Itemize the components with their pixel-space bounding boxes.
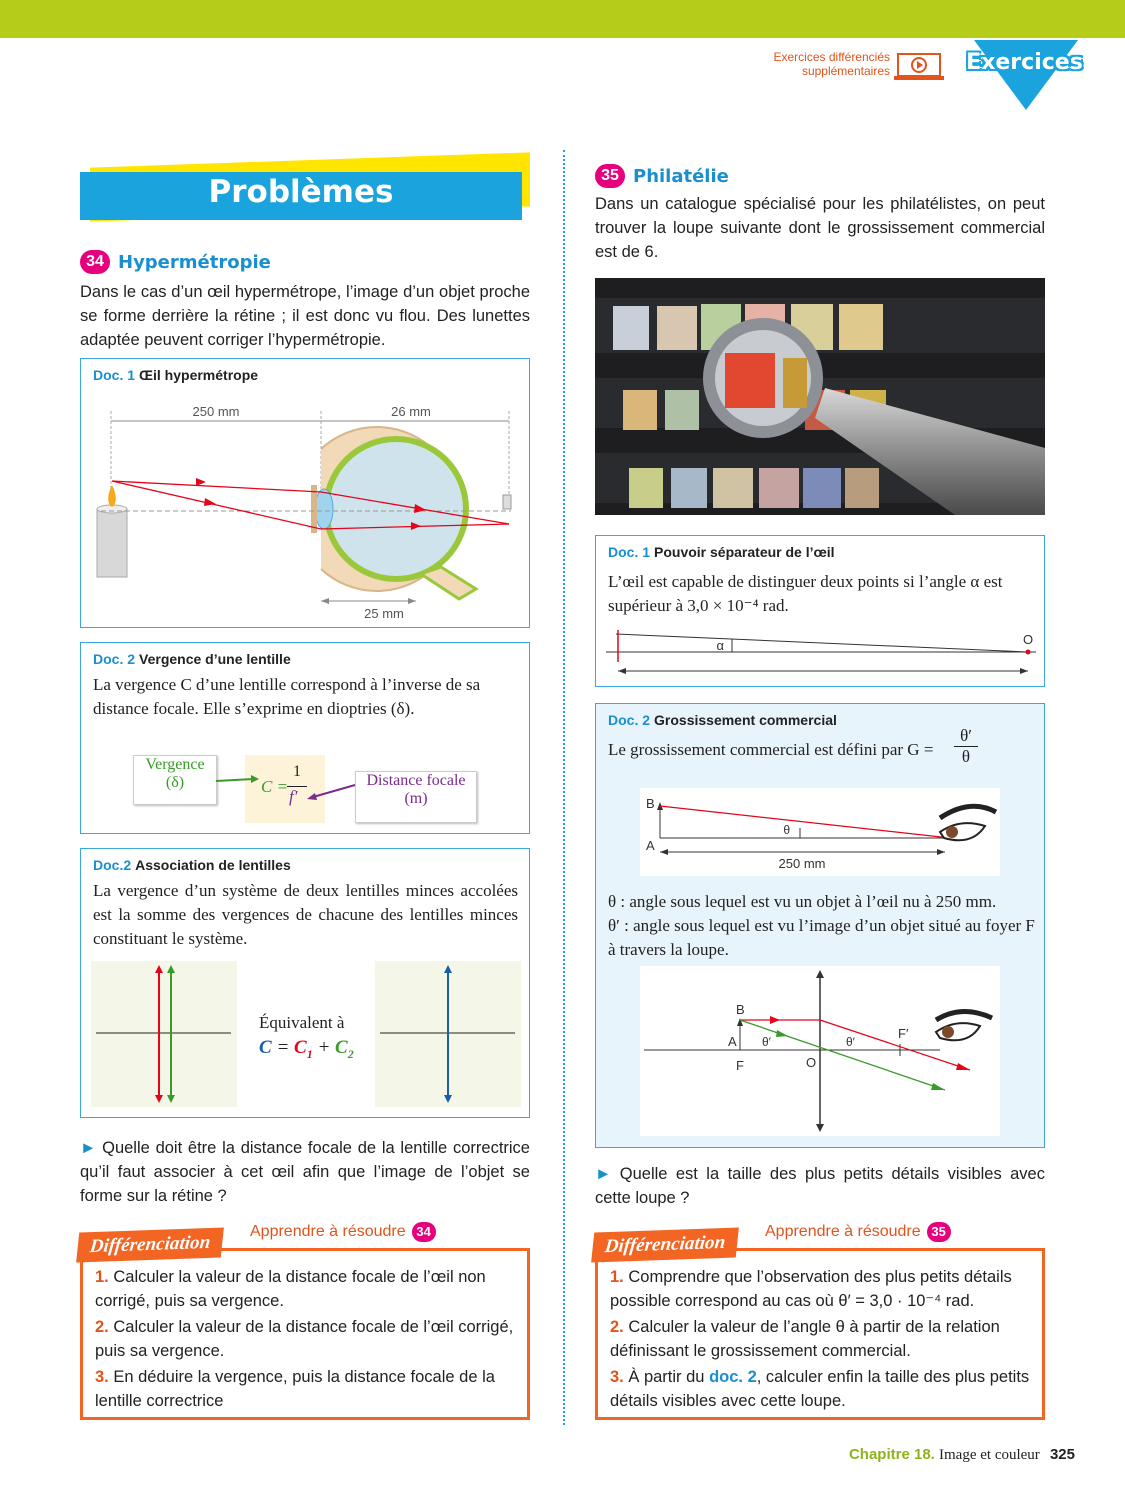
fig2-o: O — [806, 1055, 817, 1070]
magnifier-diagram — [640, 966, 1000, 1136]
formula-c1: C — [294, 1037, 307, 1058]
learn-number: 34 — [412, 1222, 436, 1242]
top-color-bar — [0, 0, 1125, 38]
differentiated-exercises-label[interactable]: Exercices différenciés supplémentaires — [773, 50, 890, 78]
ex34-step-1: 1. Calculer la valeur de la distance focale de l’œil non corrigé, puis sa vergence. — [95, 1268, 486, 1310]
ex34-intro: Dans le cas d’un œil hypermétrope, l’image d’un objet proche se forme derrière la rétine ; il est donc vu flou. Des lunettes adaptée peuvent corriger l’hypermétropie. — [80, 283, 530, 349]
ex34-diff-tag: Différenciation — [76, 1227, 224, 1262]
ex34-doc3-text: La vergence d’un système de deux lentilles minces accolées est la somme des vergences de chacune des lentilles minces constituant le système. — [93, 881, 518, 948]
fig1-b: B — [646, 796, 655, 811]
ex34-doc2-text: La vergence C d’une lentille correspond à l’inverse de sa distance focale. Elle s’exprime en dioptries (δ). — [93, 675, 481, 718]
question-marker-icon: ► — [80, 1139, 97, 1157]
ex35-number: 35 — [595, 164, 625, 188]
g-fraction — [954, 726, 978, 767]
angle-alpha-diagram — [596, 626, 1044, 684]
formula-sub1: 1 — [306, 1046, 313, 1061]
alpha-label: α — [716, 638, 724, 653]
ex34-question — [80, 1136, 530, 1208]
magnifier-stamps-photo — [595, 278, 1045, 515]
ex34-doc2 — [80, 642, 530, 834]
ex35-doc2-title — [608, 712, 837, 728]
ex35-heading — [595, 164, 729, 188]
ex35-doc1-title — [608, 544, 835, 560]
column-divider — [563, 150, 565, 1425]
two-lenses-diagram — [91, 961, 237, 1107]
fig2-tp2: θ′ — [846, 1035, 855, 1049]
ex35-doc2 — [595, 703, 1045, 1148]
doc-title-text: Vergence d’une lentille — [139, 651, 291, 667]
ex35-title: Philatélie — [633, 165, 729, 187]
ex34-doc1 — [80, 358, 530, 628]
association-formula — [259, 1037, 354, 1062]
ex35-learn-link[interactable] — [765, 1222, 951, 1242]
g-frac-num: θ′ — [960, 726, 972, 745]
banner-title: Problèmes — [208, 174, 394, 210]
ex34-question-text: Quelle doit être la distance focale de la lentille correctrice qu’il faut associer à cet œil afin que l’image de l’objet se forme sur la rétine ? — [80, 1139, 530, 1205]
point-o-label: O — [1022, 632, 1034, 647]
doc-title-text: Association de lentilles — [135, 857, 291, 873]
dim-26: 26 mm — [391, 404, 431, 419]
ex35-doc1 — [595, 535, 1045, 687]
focal-unit: (m) — [404, 790, 428, 807]
dim-250: 250 mm — [192, 404, 240, 419]
fig2-b: B — [736, 1002, 745, 1017]
equivalent-lens-diagram — [375, 961, 521, 1107]
doc-title-text: Grossissement commercial — [654, 712, 837, 728]
ex34-doc3-title — [93, 857, 291, 873]
page-number: 325 — [1049, 1446, 1075, 1463]
ex34-doc1-title — [93, 367, 258, 383]
doc-label: Doc. 1 — [608, 544, 651, 560]
formula-arrows — [81, 643, 529, 833]
ex34-number: 34 — [80, 250, 110, 274]
ex35-diff-box — [595, 1248, 1045, 1420]
fig2-f: F — [736, 1058, 744, 1073]
fig1-dist: 250 mm — [778, 856, 826, 871]
video-play-icon[interactable] — [894, 52, 944, 82]
ex34-diff-box — [80, 1248, 530, 1420]
ex35-intro: Dans un catalogue spécialisé pour les philatélistes, on peut trouver la loupe suivante dont le grossissement commercial est de 6. — [595, 195, 1045, 261]
fig2-fp: F′ — [898, 1026, 909, 1041]
doc-label: Doc. 1 — [93, 367, 136, 383]
focal-label: Distance focale — [366, 772, 466, 789]
vergence-unit: (δ) — [165, 774, 185, 791]
fig1-theta: θ — [783, 823, 790, 837]
ex34-doc3 — [80, 848, 530, 1118]
doc2-link[interactable]: doc. 2 — [709, 1368, 757, 1386]
fig1-a: A — [646, 838, 655, 853]
formula-num: 1 — [293, 763, 301, 780]
doc-label: Doc. 2 — [93, 651, 136, 667]
formula-c: C — [259, 1037, 272, 1058]
ex34-step-3: 3. En déduire la vergence, puis la distance focale de la lentille correctrice — [95, 1368, 495, 1410]
dim-25: 25 mm — [364, 606, 404, 621]
learn-label[interactable]: Apprendre à résoudre — [250, 1223, 406, 1240]
formula-c2: C — [335, 1037, 348, 1058]
page-footer — [800, 1446, 1075, 1464]
doc-label: Doc.2 — [93, 857, 132, 873]
ex35-step-3: 3. À partir du doc. 2, calculer enfin la taille des plus petits détails visibles avec cette loupe. — [610, 1368, 1030, 1410]
hyperopic-eye-diagram — [81, 389, 529, 625]
equiv-label: Équivalent à — [259, 1013, 345, 1032]
ex34-learn-link[interactable] — [250, 1222, 436, 1242]
vergence-label: Vergence — [145, 756, 205, 773]
learn-label[interactable]: Apprendre à résoudre — [765, 1223, 921, 1240]
doc-title-text: Pouvoir séparateur de l’œil — [654, 544, 835, 560]
ex35-step-1: 1. Comprendre que l’observation des plus petits détails possible correspond au cas où θ′ = 3,0 · 10⁻⁴ rad. — [610, 1268, 1012, 1310]
formula-sub2: 2 — [347, 1046, 354, 1061]
ex34-heading — [80, 250, 271, 274]
ex34-step-2: 2. Calculer la valeur de la distance focale de l’œil corrigé, puis sa vergence. — [95, 1318, 514, 1360]
formula-den: f′ — [289, 787, 298, 806]
ex35-question — [595, 1162, 1045, 1210]
naked-eye-diagram — [640, 788, 1000, 876]
formula-lhs: C = — [261, 777, 289, 796]
ex35-doc1-text: L’œil est capable de distinguer deux points si l’angle α est supérieur à 3,0 × 10⁻⁴ rad. — [608, 572, 1003, 615]
footer-chapter: Chapitre 18. — [848, 1446, 935, 1463]
ex35-step-2: 2. Calculer la valeur de l’angle θ à partir de la relation définissant le grossissement commercial. — [610, 1318, 1000, 1360]
question-marker-icon: ► — [595, 1165, 612, 1183]
fig2-a: A — [728, 1034, 737, 1049]
footer-title: Image et couleur — [939, 1447, 1040, 1463]
ex35-diff-tag: Différenciation — [591, 1227, 739, 1262]
theta-prime-definition: θ′ : angle sous lequel est vu l’image d’un objet situé au foyer F à travers la loupe. — [608, 916, 1035, 959]
theta-definition: θ : angle sous lequel est vu un objet à l’œil nu à 250 mm. — [608, 892, 997, 911]
doc-label: Doc. 2 — [608, 712, 651, 728]
ex35-question-text: Quelle est la taille des plus petits détails visibles avec cette loupe ? — [595, 1165, 1045, 1207]
exercises-tab-label: Exercices — [966, 50, 1083, 75]
ex34-title: Hypermétropie — [118, 251, 271, 273]
doc-title-text: Œil hypermétrope — [139, 367, 259, 383]
ex35-doc2-text: Le grossissement commercial est défini par G = — [608, 740, 934, 759]
g-frac-den: θ — [954, 746, 978, 767]
formula-plus: + — [317, 1037, 331, 1058]
fig2-tp1: θ′ — [762, 1035, 771, 1049]
formula-eq: = — [276, 1037, 290, 1058]
problems-banner — [80, 160, 530, 224]
learn-number: 35 — [927, 1222, 951, 1242]
